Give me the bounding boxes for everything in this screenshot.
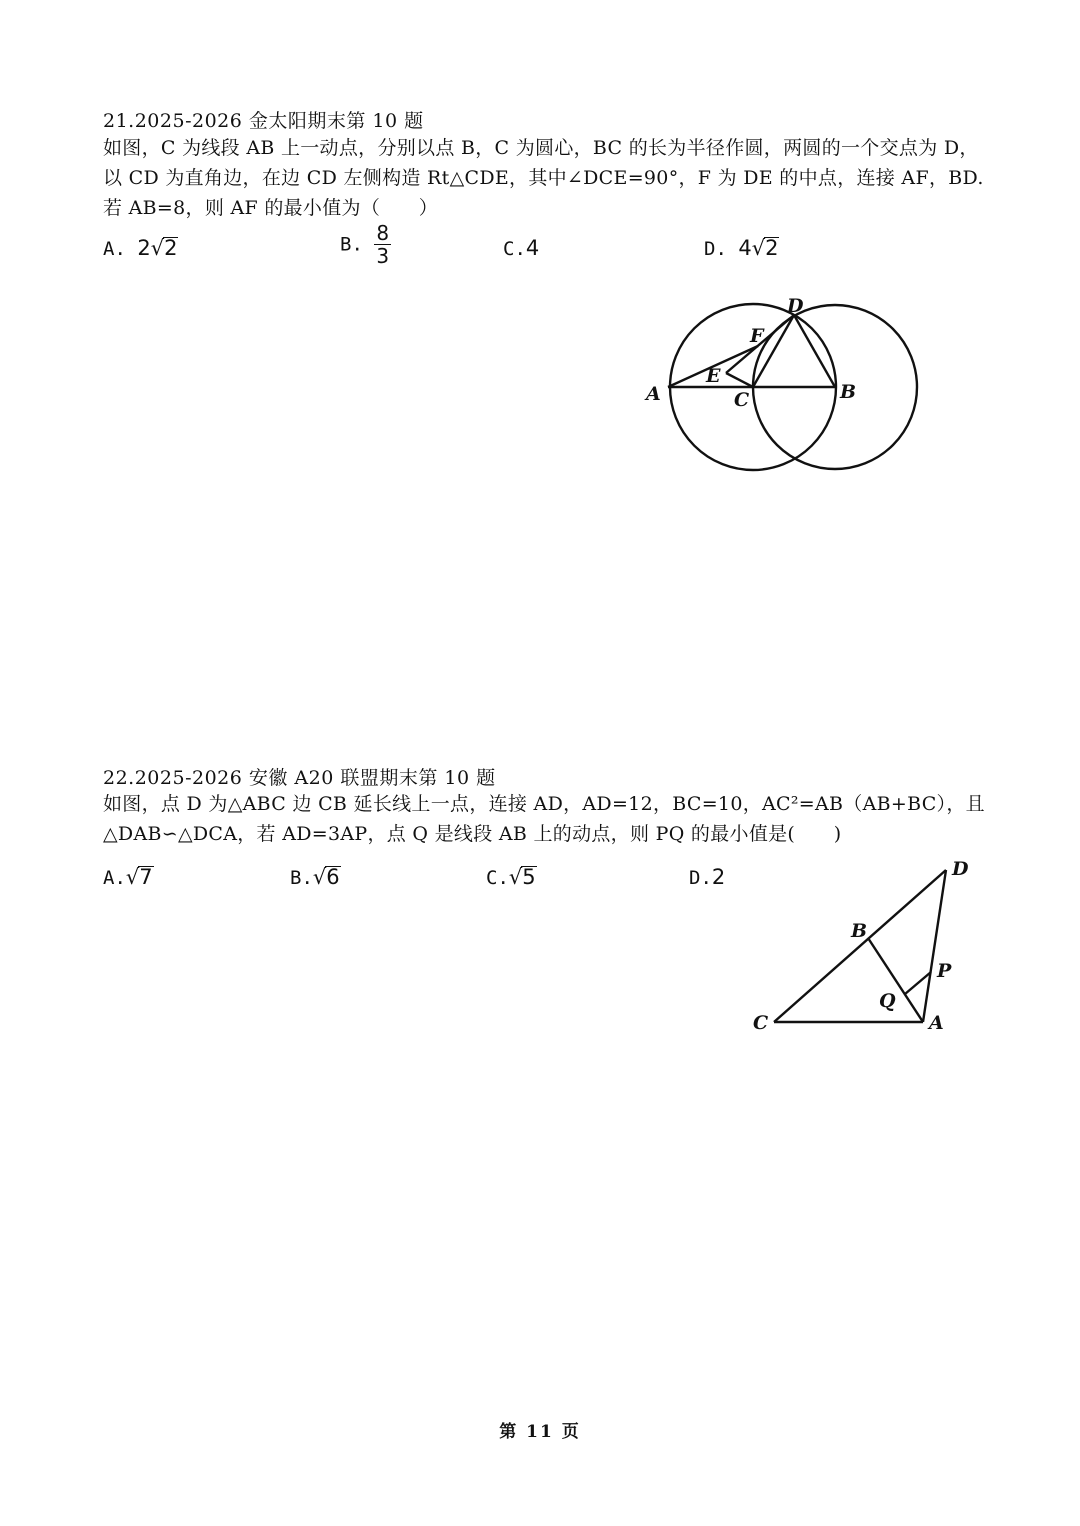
q22-label-c: C: [753, 1012, 769, 1034]
page-number: 第 11 页: [499, 1422, 581, 1442]
q22-option-d-value: 2: [711, 865, 726, 889]
q22-text: 如图，点 D 为△ABC 边 CB 延长线上一点，连接 AD，AD=12，BC=10，AC²=AB（AB+BC），且△DAB∽△DCA，若 AD=3AP，点 Q 是线段 AB 上的动点，则 PQ 的最小值是( ): [103, 793, 985, 845]
q21-figure: [630, 290, 940, 490]
q21-option-c: [503, 236, 539, 260]
q22-title: 22.2025-2026 安徽 A20 联盟期末第 10 题: [103, 767, 496, 789]
q21-option-a: A. 2√2: [103, 236, 178, 260]
q21-option-a-label: A.: [103, 238, 126, 260]
q22-segment-cd: [774, 870, 946, 1022]
q22-label-p: P: [937, 960, 952, 982]
q22-option-d: [689, 865, 725, 889]
q21-option-b: [340, 222, 391, 267]
q21-title: 21.2025-2026 金太阳期末第 10 题: [103, 110, 424, 132]
q22-option-a-label: A.: [103, 867, 126, 889]
q22-option-d-label: D.: [689, 867, 712, 889]
q22-option-c: C.√5: [486, 865, 536, 889]
q22-figure: [745, 855, 985, 1045]
q22-option-c-label: C.: [486, 867, 509, 889]
q22-option-a-radicand: 7: [139, 865, 153, 889]
q21-option-d-radicand: 2: [765, 236, 779, 260]
q21-option-a-radicand: 2: [164, 236, 178, 260]
q22-label-q: Q: [879, 990, 896, 1012]
q21-label-b: B: [840, 381, 857, 403]
q21-option-c-label: C.: [503, 238, 526, 260]
q21-label-f: F: [750, 325, 764, 347]
q21-option-b-fraction: [374, 222, 391, 267]
q21-option-d-coef: 4: [738, 236, 752, 260]
q22-option-b-radicand: 6: [326, 865, 340, 889]
q21-option-c-value: 4: [525, 236, 540, 260]
q21-text: 如图，C 为线段 AB 上一动点，分别以点 B，C 为圆心，BC 的长为半径作圆，两圆的一个交点为 D，以 CD 为直角边，在边 CD 左侧构造 Rt△CDE，其中∠DCE=90°，F 为 DE 的中点，连接 AF，BD.若 AB=8，则 AF 的最小值为（ ）: [103, 137, 984, 219]
q21-option-a-coef: 2: [137, 236, 151, 260]
q21-segment-ce: [726, 373, 753, 387]
q22-option-a: A.√7: [103, 865, 153, 889]
q21-option-d: D. 4√2: [704, 236, 779, 260]
q21-option-b-numerator: 8: [376, 221, 390, 245]
q21-option-b-label: B.: [340, 233, 363, 256]
q22-label-b: B: [851, 920, 868, 942]
q22-option-b-label: B.: [290, 867, 313, 889]
q22-option-b: B.√6: [290, 865, 340, 889]
q22-option-c-radicand: 5: [522, 865, 536, 889]
q22-segment-ad: [923, 870, 946, 1022]
q21-label-c: C: [734, 389, 750, 411]
q21-label-a: A: [646, 383, 661, 405]
q21-label-e: E: [706, 365, 721, 387]
q21-label-d: D: [787, 295, 804, 317]
q21-option-d-label: D.: [704, 238, 727, 260]
q22-label-d: D: [952, 858, 969, 880]
q22-label-a: A: [929, 1012, 944, 1034]
q21-option-b-denominator: 3: [376, 244, 390, 268]
